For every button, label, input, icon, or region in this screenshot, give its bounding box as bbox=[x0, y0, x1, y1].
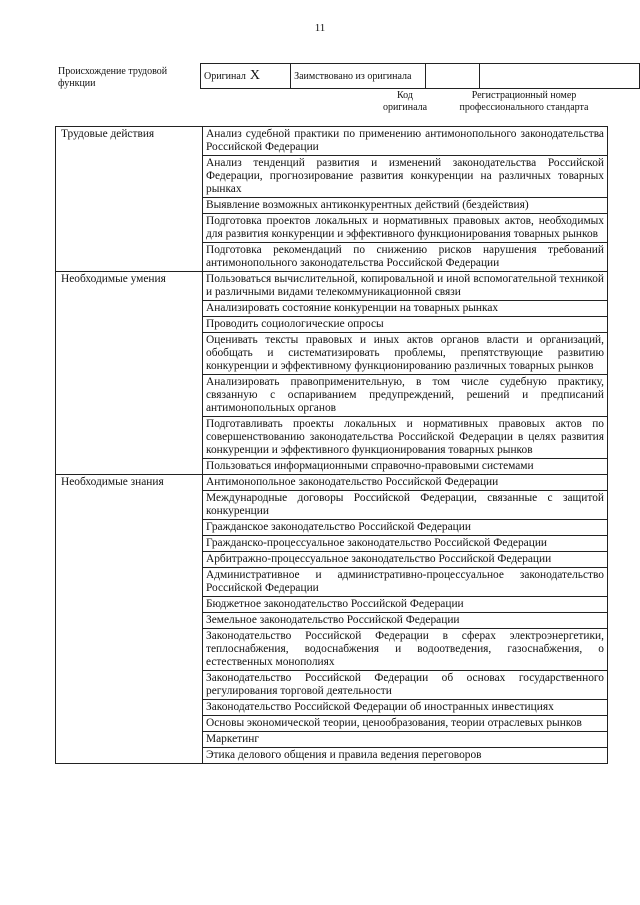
section-item: Анализировать состояние конкуренции на товарных рынках bbox=[203, 301, 608, 317]
section-item: Законодательство Российской Федерации об иностранных инвестициях bbox=[203, 700, 608, 716]
section-item: Пользоваться вычислительной, копировальной и иной вспомогательной техникой и различными видами телекоммуникационной связи bbox=[203, 272, 608, 301]
reg-number-label: Регистрационный номер профессионального стандарта bbox=[459, 90, 589, 113]
code-cell bbox=[426, 64, 480, 89]
section-item: Подготовка проектов локальных и нормативных правовых актов, необходимых для развития конкуренции и эффективного функционирования товарных рынков bbox=[203, 214, 608, 243]
section-item: Арбитражно-процессуальное законодательство Российской Федерации bbox=[203, 552, 608, 568]
section-item: Анализ тенденций развития и изменений законодательства Российской Федерации, прогнозирование развития конкуренции на различных товарных рынках bbox=[203, 156, 608, 198]
borrowed-label: Заимствовано из оригинала bbox=[294, 70, 412, 82]
original-mark: X bbox=[249, 68, 261, 83]
section-item: Анализировать правоприменительную, в том числе судебную практику, связанную с оспариванием предупреждений, решений и предписаний антимонопольных органов bbox=[203, 375, 608, 417]
section-item: Основы экономической теории, ценообразования, теории отраслевых рынков bbox=[203, 716, 608, 732]
page-number: 11 bbox=[314, 22, 326, 34]
section-item: Подготавливать проекты локальных и нормативных правовых актов по совершенствованию законодательства Российской Федерации в целях развития конкуренции и эффективного функционирования товарных рынков bbox=[203, 417, 608, 459]
section-title: Необходимые умения bbox=[56, 272, 203, 475]
section-item: Подготовка рекомендаций по снижению рисков нарушения требований антимонопольного законодательства Российской Федерации bbox=[203, 243, 608, 272]
section-title: Необходимые знания bbox=[56, 475, 203, 764]
section-item: Международные договоры Российской Федерации, связанные с защитой конкуренции bbox=[203, 491, 608, 520]
section-item: Законодательство Российской Федерации в сферах электроэнергетики, теплоснабжения, водоснабжения и водоотведения, газоснабжения, о естественных монополиях bbox=[203, 629, 608, 671]
labor-function-table bbox=[55, 126, 608, 764]
original-cell bbox=[201, 64, 291, 89]
section-item: Антимонопольное законодательство Российской Федерации bbox=[203, 475, 608, 491]
table-row bbox=[56, 272, 608, 301]
section-item: Выявление возможных антиконкурентных действий (бездействия) bbox=[203, 198, 608, 214]
section-item: Пользоваться информационными справочно-правовыми системами bbox=[203, 459, 608, 475]
reg-number-cell bbox=[479, 64, 639, 89]
section-item: Гражданское законодательство Российской Федерации bbox=[203, 520, 608, 536]
section-item: Оценивать тексты правовых и иных актов органов власти и организаций, обобщать и систематизировать проблемы, препятствующие развитию конкуренции и эффективному функционированию различных товарных рынков bbox=[203, 333, 608, 375]
table-row bbox=[56, 475, 608, 491]
original-label: Оригинал bbox=[204, 71, 246, 82]
origin-table bbox=[200, 63, 640, 89]
section-item: Бюджетное законодательство Российской Федерации bbox=[203, 597, 608, 613]
origin-label: Происхождение трудовой функции bbox=[58, 66, 168, 89]
borrowed-cell bbox=[291, 64, 426, 89]
section-item: Гражданско-процессуальное законодательство Российской Федерации bbox=[203, 536, 608, 552]
code-original-label: Код оригинала bbox=[382, 90, 428, 113]
section-item: Этика делового общения и правила ведения переговоров bbox=[203, 748, 608, 764]
section-item: Земельное законодательство Российской Федерации bbox=[203, 613, 608, 629]
table-row bbox=[56, 127, 608, 156]
section-item: Маркетинг bbox=[203, 732, 608, 748]
section-item: Административное и административно-процессуальное законодательство Российской Федерации bbox=[203, 568, 608, 597]
section-item: Анализ судебной практики по применению антимонопольного законодательства Российской Федерации bbox=[203, 127, 608, 156]
section-item: Проводить социологические опросы bbox=[203, 317, 608, 333]
section-title: Трудовые действия bbox=[56, 127, 203, 272]
section-item: Законодательство Российской Федерации об основах государственного регулирования торговой деятельности bbox=[203, 671, 608, 700]
